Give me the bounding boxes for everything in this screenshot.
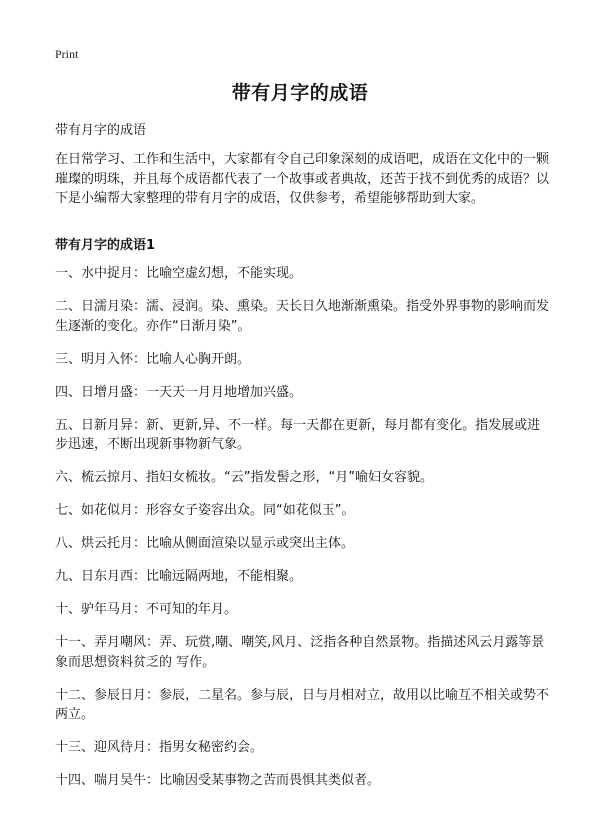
list-item: 六、梳云掠月、指妇女梳妆。“云”指发髻之形，“月”喻妇女容貌。 [55, 470, 433, 485]
section-heading: 带有月字的成语1 [55, 238, 156, 253]
idiom-list [55, 264, 549, 804]
list-item: 十、驴年马月：不可知的年月。 [55, 602, 238, 617]
list-item: 二、日濡月染：濡、浸润。染、熏染。天长日久地渐渐熏染。指受外界事物的影响而发生逐渐的变化。亦作“日渐月染”。 [55, 299, 550, 334]
list-item: 十四、喘月吴牛：比喻因受某事物之苦而畏惧其类似者。 [55, 773, 381, 788]
list-item: 四、日增月盛：一天天一月月地增加兴盛。 [55, 384, 303, 400]
list-item: 一、水中捉月：比喻空虚幻想，不能实现。 [55, 266, 303, 281]
list-item: 十二、参辰日月：参辰，二星名。参与辰，日与月相对立，故用以比喻互不相关或势不两立。 [55, 687, 550, 722]
list-item: 三、明月入怀：比喻人心胸开朗。 [55, 351, 251, 367]
list-item: 十三、迎风待月：指男女秘密约会。 [55, 740, 264, 755]
list-item: 十一、弄月嘲风：弄、玩赏,嘲、嘲笑,风月、泛指各种自然景物。指描述风云月露等景象而思想资料贫乏的 写作。 [55, 635, 545, 670]
list-item: 八、烘云托月：比喻从侧面渲染以显示或突出主体。 [55, 536, 355, 551]
page-title: 带有月字的成语 [231, 82, 369, 104]
list-item: 七、如花似月：形容女子姿容出众。同“如花似玉”。 [55, 503, 355, 518]
intro-paragraph: 在日常学习、工作和生活中，大家都有令自己印象深刻的成语吧，成语在文化中的一颗璀璨的明珠，并且每个成语都代表了一个故事或者典故，还苦于找不到优秀的成语？以下是小编帮大家整理的带有月字的成语，仅供参考，希望能够帮助到大家。 [55, 152, 550, 206]
list-item: 五、日新月异：新、更新,异、不一样。每一天都在更新，每月都有变化。指发展或进步迅速，不断出现新事物新气象。 [55, 417, 541, 452]
subtitle: 带有月字的成语 [55, 123, 147, 138]
list-item: 九、日东月西：比喻远隔两地，不能相聚。 [55, 569, 303, 584]
print-label: Print [55, 47, 79, 61]
